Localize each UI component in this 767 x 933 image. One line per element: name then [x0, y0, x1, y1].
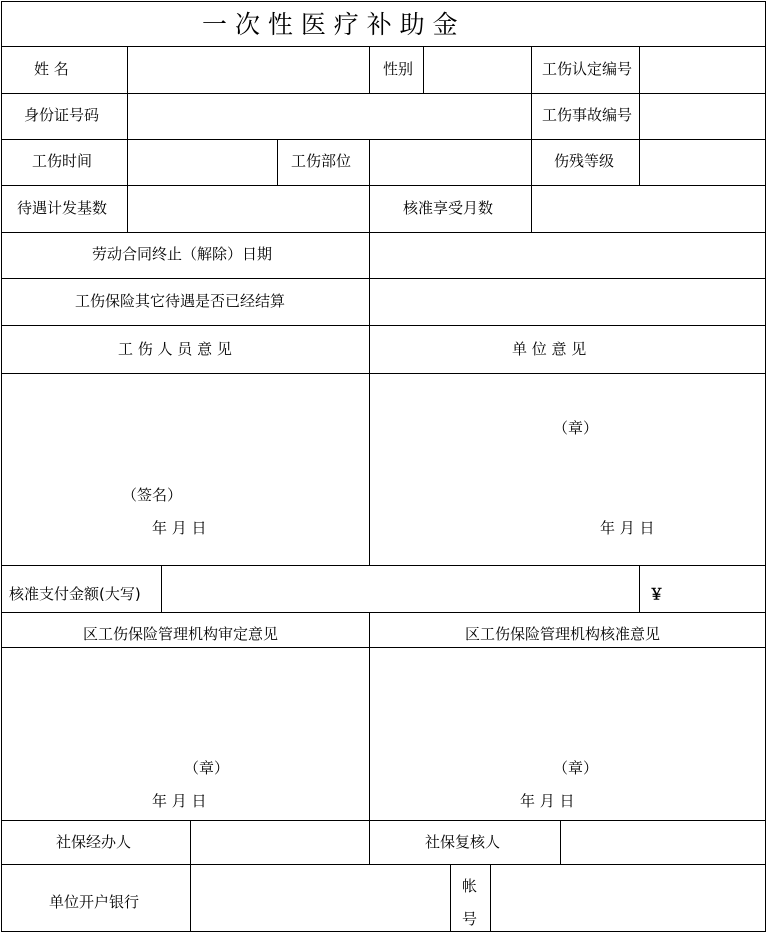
- approve-date-label: 年 月 日: [520, 792, 575, 810]
- accident-no-field[interactable]: [640, 94, 765, 139]
- contract-end-field[interactable]: [370, 233, 765, 278]
- injury-cert-no-label: 工伤认定编号: [542, 60, 633, 78]
- name-label: 姓 名: [34, 60, 69, 78]
- disability-level-field[interactable]: [640, 140, 765, 185]
- form-title: 一 次 性 医 疗 补 助 金: [202, 10, 458, 39]
- employer-opinion-field[interactable]: [370, 374, 765, 565]
- amount-field[interactable]: [162, 566, 639, 612]
- account-label-bottom: 号: [462, 910, 478, 928]
- contract-end-label: 劳动合同终止（解除）日期: [92, 245, 273, 263]
- employer-seal-label: （章）: [553, 419, 599, 437]
- bank-label: 单位开户银行: [49, 893, 140, 911]
- account-field[interactable]: [491, 865, 765, 931]
- other-benefits-label: 工伤保险其它待遇是否已经结算: [75, 292, 286, 310]
- benefit-base-field[interactable]: [128, 186, 369, 232]
- gender-label: 性别: [383, 60, 414, 78]
- accident-no-label: 工伤事故编号: [542, 106, 633, 124]
- district-approve-header: 区工伤保险管理机构核准意见: [465, 625, 661, 643]
- approved-months-label: 核准享受月数: [403, 199, 494, 217]
- gender-field[interactable]: [424, 47, 531, 93]
- amount-figure-field[interactable]: [666, 566, 765, 612]
- worker-date-label: 年 月 日: [152, 519, 207, 537]
- other-benefits-field[interactable]: [370, 279, 765, 325]
- review-date-label: 年 月 日: [152, 792, 207, 810]
- employer-date-label: 年 月 日: [600, 519, 655, 537]
- injury-time-field[interactable]: [128, 140, 277, 185]
- bank-field[interactable]: [191, 865, 450, 931]
- handler-label: 社保经办人: [56, 833, 132, 851]
- benefit-base-label: 待遇计发基数: [17, 199, 108, 217]
- disability-level-label: 伤残等级: [554, 152, 615, 170]
- employer-opinion-header: 单 位 意 见: [512, 340, 587, 358]
- injury-part-field[interactable]: [370, 140, 531, 185]
- currency-symbol: ￥: [649, 585, 665, 603]
- account-label-top: 帐: [462, 877, 478, 895]
- district-review-header: 区工伤保险管理机构审定意见: [83, 625, 279, 643]
- approve-seal-label: （章）: [553, 759, 599, 777]
- checker-field[interactable]: [561, 821, 765, 864]
- approved-months-field[interactable]: [532, 186, 765, 232]
- injury-part-label: 工伤部位: [291, 152, 352, 170]
- worker-signature-label: （签名）: [122, 486, 183, 504]
- id-number-label: 身份证号码: [24, 106, 100, 124]
- checker-label: 社保复核人: [425, 833, 501, 851]
- id-number-field[interactable]: [128, 94, 531, 139]
- handler-field[interactable]: [191, 821, 369, 864]
- injury-time-label: 工伤时间: [32, 152, 93, 170]
- amount-label: 核准支付金额(大写): [9, 585, 141, 603]
- name-field[interactable]: [128, 47, 369, 93]
- injury-cert-no-field[interactable]: [640, 47, 765, 93]
- review-seal-label: （章）: [184, 759, 230, 777]
- worker-opinion-header: 工 伤 人 员 意 见: [118, 340, 232, 358]
